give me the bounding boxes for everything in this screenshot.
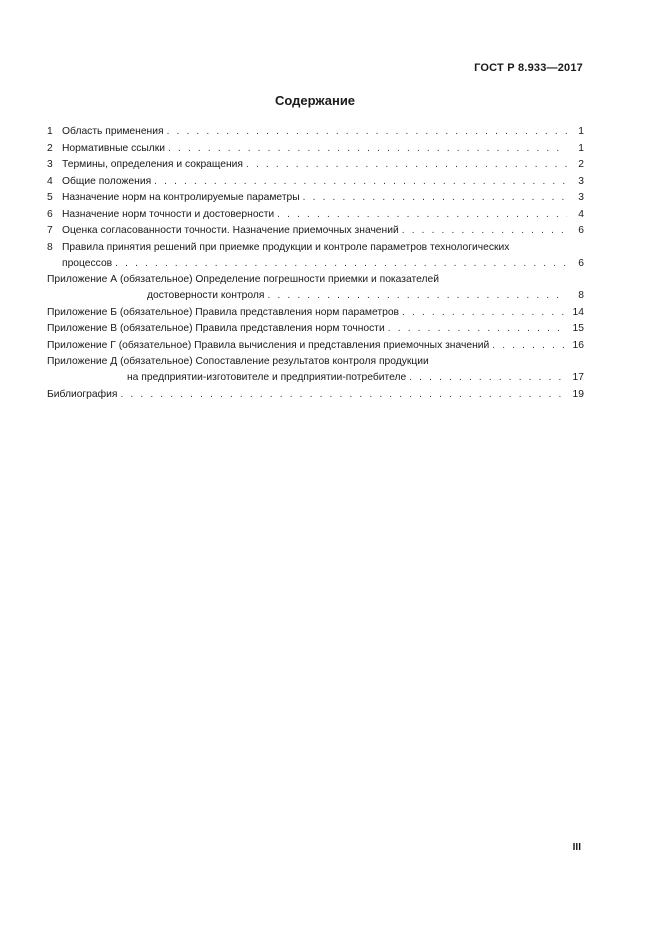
toc-bibliography-label: Библиография	[47, 388, 118, 400]
toc-entry-number: 4	[47, 175, 53, 187]
toc-entry-page: 6	[578, 257, 584, 269]
toc-entry-page: 1	[578, 142, 584, 154]
toc-entry-line	[47, 370, 584, 387]
toc-entry-page: 6	[578, 225, 584, 236]
toc-entry-page: 4	[578, 208, 584, 220]
toc-entry-label: Термины, определения и сокращения	[62, 159, 243, 170]
toc-appendix-a[interactable]	[47, 272, 584, 305]
toc-entry-page: 8	[578, 290, 584, 301]
toc-entry-page: 17	[572, 372, 584, 383]
leader-dots	[409, 370, 567, 387]
standard-identifier: ГОСТ Р 8.933—2017	[474, 62, 583, 74]
leader-dots	[267, 288, 567, 305]
toc-appendix-label-continued: достоверности контроля	[147, 290, 265, 301]
toc-entry-page: 3	[578, 175, 584, 187]
toc-entry-label: Оценка согласованности точности. Назначение приемочных значений	[62, 225, 399, 236]
toc-entry-line	[47, 272, 584, 288]
toc-entry-page: 14	[572, 306, 584, 318]
leader-dots	[303, 190, 567, 207]
toc-entry-page: 16	[572, 339, 584, 351]
toc-entry-7[interactable]	[47, 223, 584, 240]
toc-entry-line	[47, 354, 584, 370]
toc-appendix-b[interactable]	[47, 305, 584, 322]
toc-entry-label-continued: процессов	[62, 257, 113, 269]
toc-entry-number: 8	[47, 241, 53, 253]
toc-entry-number: 1	[47, 126, 53, 137]
leader-dots	[388, 321, 567, 338]
toc-entry-page: 2	[578, 159, 584, 170]
toc-appendix-label: Приложение Д (обязательное) Сопоставление результатов контроля продукции	[47, 356, 429, 367]
toc-entry-5[interactable]	[47, 190, 584, 207]
toc-entry-page: 15	[572, 323, 584, 334]
leader-dots	[277, 207, 567, 224]
toc-entry-label: Назначение норм на контролируемые параметры	[62, 192, 300, 203]
toc-entry-label: Нормативные ссылки	[62, 142, 166, 154]
toc-entry-4[interactable]	[47, 174, 584, 191]
toc-entry-page: 19	[572, 388, 584, 400]
leader-dots	[167, 124, 567, 141]
toc-entry-number: 3	[47, 159, 53, 170]
toc-entry-label: Область применения	[62, 126, 164, 137]
toc-entry-3[interactable]	[47, 157, 584, 174]
leader-dots	[246, 157, 567, 174]
toc-entry-line	[47, 256, 584, 273]
toc-entry-number: 5	[47, 192, 53, 203]
page-title: Содержание	[274, 93, 356, 108]
toc-entry-number: 7	[47, 225, 53, 236]
toc-entry-page: 3	[578, 192, 584, 203]
toc-entry-label: Правила принятия решений при приемке продукции и контроле параметров технологических	[62, 241, 510, 253]
toc-entry-line	[47, 240, 584, 256]
toc-appendix-d[interactable]	[47, 354, 584, 387]
toc-entry-2[interactable]	[47, 141, 584, 158]
leader-dots	[154, 174, 567, 191]
leader-dots	[492, 338, 567, 355]
toc-appendix-label-continued: на предприятии-изготовителе и предприятии-потребителе	[127, 372, 407, 383]
toc-entry-number: 6	[47, 208, 53, 220]
toc-entry-label: Общие положения	[62, 175, 152, 187]
leader-dots	[168, 141, 567, 158]
toc-appendix-g[interactable]	[47, 338, 584, 355]
leader-dots	[402, 223, 567, 240]
toc-bibliography[interactable]	[47, 387, 584, 404]
toc-appendix-v[interactable]	[47, 321, 584, 338]
toc-entry-line	[47, 288, 584, 305]
toc-entry-label: Назначение норм точности и достоверности	[62, 208, 275, 220]
toc-entry-8[interactable]	[47, 240, 584, 273]
toc-entry-number: 2	[47, 142, 53, 154]
leader-dots	[115, 256, 567, 273]
toc-appendix-label: Приложение А (обязательное) Определение погрешности приемки и показателей	[47, 274, 439, 285]
toc-appendix-label: Приложение В (обязательное) Правила представления норм точности	[47, 323, 385, 334]
leader-dots	[402, 305, 567, 322]
toc-entry-page: 1	[578, 126, 584, 137]
page-number: III	[572, 842, 581, 853]
toc-appendix-label: Приложение Г (обязательное) Правила вычисления и представления приемочных значений	[47, 339, 490, 351]
leader-dots	[120, 387, 567, 404]
toc-entry-6[interactable]	[47, 207, 584, 224]
table-of-contents	[47, 124, 584, 403]
toc-entry-1[interactable]	[47, 124, 584, 141]
toc-appendix-label: Приложение Б (обязательное) Правила представления норм параметров	[47, 306, 400, 318]
